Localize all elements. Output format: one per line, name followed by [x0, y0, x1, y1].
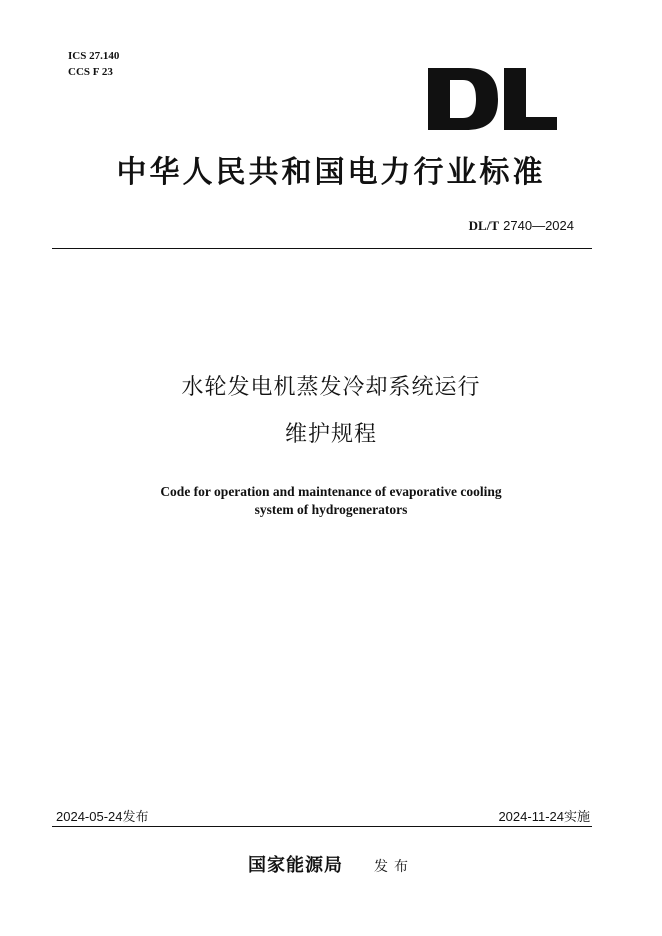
organization-title: 中华人民共和国电力行业标准: [116, 155, 546, 190]
issuer-name: 国家能源局: [247, 855, 343, 876]
ics-code: ICS 27.140: [68, 50, 120, 62]
title-zh-line2: 维护规程: [284, 422, 377, 447]
header-divider: [52, 248, 592, 249]
title-zh-line1: 水轮发电机蒸发冷却系统运行: [181, 375, 481, 400]
footer-divider: [52, 826, 592, 827]
publish-date: 2024-05-24发布: [56, 809, 149, 824]
standard-prefix: DL/T: [468, 218, 500, 233]
ccs-code: CCS F 23: [68, 66, 113, 78]
dl-logo: [426, 68, 558, 130]
classification-codes: [68, 48, 119, 80]
title-en-line1: Code for operation and maintenance of evaporative cooling: [160, 484, 502, 499]
standard-code: 2740—2024: [503, 218, 574, 233]
implement-date: 2024-11-24实施: [498, 809, 590, 824]
title-en-line2: system of hydrogenerators: [254, 502, 408, 517]
issue-word: 发布: [374, 859, 415, 875]
standard-number: [469, 218, 574, 234]
issuer-line: [0, 851, 662, 877]
